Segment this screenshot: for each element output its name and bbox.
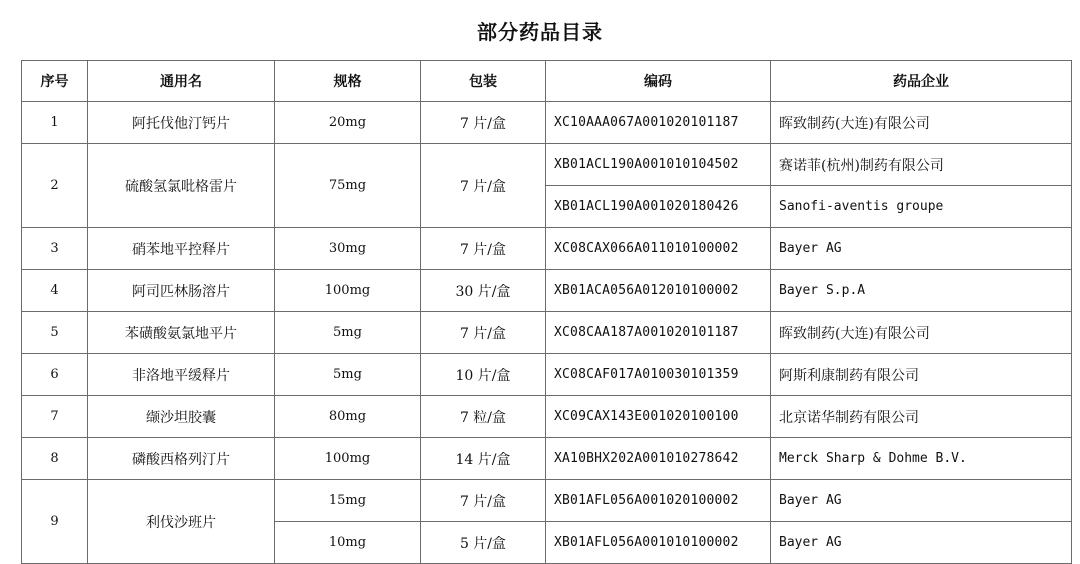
table-row bbox=[22, 396, 1072, 438]
header-spec: 规格 bbox=[275, 61, 421, 102]
cell-package: 14 片/盒 bbox=[421, 438, 546, 480]
cell-spec: 80mg bbox=[275, 396, 421, 438]
cell-code: XC08CAA187A001020101187 bbox=[546, 312, 771, 354]
table-row bbox=[22, 270, 1072, 312]
page-title: 部分药品目录 bbox=[477, 20, 603, 44]
cell-spec: 10mg bbox=[275, 522, 421, 564]
cell-name: 硝苯地平控释片 bbox=[88, 228, 275, 270]
cell-code: XC08CAX066A011010100002 bbox=[546, 228, 771, 270]
cell-company: 赛诺菲(杭州)制药有限公司 bbox=[771, 144, 1072, 186]
table-row bbox=[22, 312, 1072, 354]
drug-catalog-table bbox=[21, 60, 1072, 564]
cell-name: 利伐沙班片 bbox=[88, 480, 275, 564]
cell-name: 阿司匹林肠溶片 bbox=[88, 270, 275, 312]
cell-package: 7 粒/盒 bbox=[421, 396, 546, 438]
cell-company: Bayer AG bbox=[771, 522, 1072, 564]
table-row bbox=[22, 438, 1072, 480]
cell-company: 晖致制药(大连)有限公司 bbox=[771, 312, 1072, 354]
cell-name: 硫酸氢氯吡格雷片 bbox=[88, 144, 275, 228]
cell-name: 非洛地平缓释片 bbox=[88, 354, 275, 396]
cell-code: XB01ACL190A001020180426 bbox=[546, 186, 771, 228]
cell-company: 晖致制药(大连)有限公司 bbox=[771, 102, 1072, 144]
table-row bbox=[22, 354, 1072, 396]
header-index: 序号 bbox=[22, 61, 88, 102]
cell-spec: 5mg bbox=[275, 354, 421, 396]
cell-spec: 15mg bbox=[275, 480, 421, 522]
cell-spec: 100mg bbox=[275, 270, 421, 312]
cell-package: 5 片/盒 bbox=[421, 522, 546, 564]
cell-company: 阿斯利康制药有限公司 bbox=[771, 354, 1072, 396]
table-row bbox=[22, 228, 1072, 270]
cell-index: 9 bbox=[22, 480, 88, 564]
cell-company: Sanofi-aventis groupe bbox=[771, 186, 1072, 228]
header-code: 编码 bbox=[546, 61, 771, 102]
header-generic-name: 通用名 bbox=[88, 61, 275, 102]
cell-code: XC10AAA067A001020101187 bbox=[546, 102, 771, 144]
cell-package: 7 片/盒 bbox=[421, 228, 546, 270]
cell-name: 缬沙坦胶囊 bbox=[88, 396, 275, 438]
cell-name: 苯磺酸氨氯地平片 bbox=[88, 312, 275, 354]
cell-index: 1 bbox=[22, 102, 88, 144]
cell-spec: 20mg bbox=[275, 102, 421, 144]
cell-package: 7 片/盒 bbox=[421, 480, 546, 522]
cell-code: XC09CAX143E001020100100 bbox=[546, 396, 771, 438]
cell-spec: 75mg bbox=[275, 144, 421, 228]
cell-company: Merck Sharp & Dohme B.V. bbox=[771, 438, 1072, 480]
cell-index: 3 bbox=[22, 228, 88, 270]
header-company: 药品企业 bbox=[771, 61, 1072, 102]
cell-package: 10 片/盒 bbox=[421, 354, 546, 396]
table-row bbox=[22, 480, 1072, 522]
cell-index: 2 bbox=[22, 144, 88, 228]
table-row bbox=[22, 144, 1072, 186]
cell-name: 磷酸西格列汀片 bbox=[88, 438, 275, 480]
cell-code: XA10BHX202A001010278642 bbox=[546, 438, 771, 480]
cell-index: 4 bbox=[22, 270, 88, 312]
cell-index: 5 bbox=[22, 312, 88, 354]
cell-index: 6 bbox=[22, 354, 88, 396]
cell-company: 北京诺华制药有限公司 bbox=[771, 396, 1072, 438]
cell-package: 7 片/盒 bbox=[421, 312, 546, 354]
cell-spec: 100mg bbox=[275, 438, 421, 480]
cell-package: 30 片/盒 bbox=[421, 270, 546, 312]
cell-name: 阿托伐他汀钙片 bbox=[88, 102, 275, 144]
cell-code: XC08CAF017A010030101359 bbox=[546, 354, 771, 396]
cell-code: XB01AFL056A001010100002 bbox=[546, 522, 771, 564]
cell-package: 7 片/盒 bbox=[421, 144, 546, 228]
cell-package: 7 片/盒 bbox=[421, 102, 546, 144]
cell-code: XB01AFL056A001020100002 bbox=[546, 480, 771, 522]
header-package: 包装 bbox=[421, 61, 546, 102]
cell-index: 7 bbox=[22, 396, 88, 438]
cell-spec: 5mg bbox=[275, 312, 421, 354]
cell-company: Bayer AG bbox=[771, 228, 1072, 270]
cell-company: Bayer S.p.A bbox=[771, 270, 1072, 312]
cell-spec: 30mg bbox=[275, 228, 421, 270]
cell-code: XB01ACL190A001010104502 bbox=[546, 144, 771, 186]
cell-company: Bayer AG bbox=[771, 480, 1072, 522]
table-row bbox=[22, 102, 1072, 144]
cell-code: XB01ACA056A012010100002 bbox=[546, 270, 771, 312]
cell-index: 8 bbox=[22, 438, 88, 480]
table-header-row bbox=[22, 61, 1072, 102]
